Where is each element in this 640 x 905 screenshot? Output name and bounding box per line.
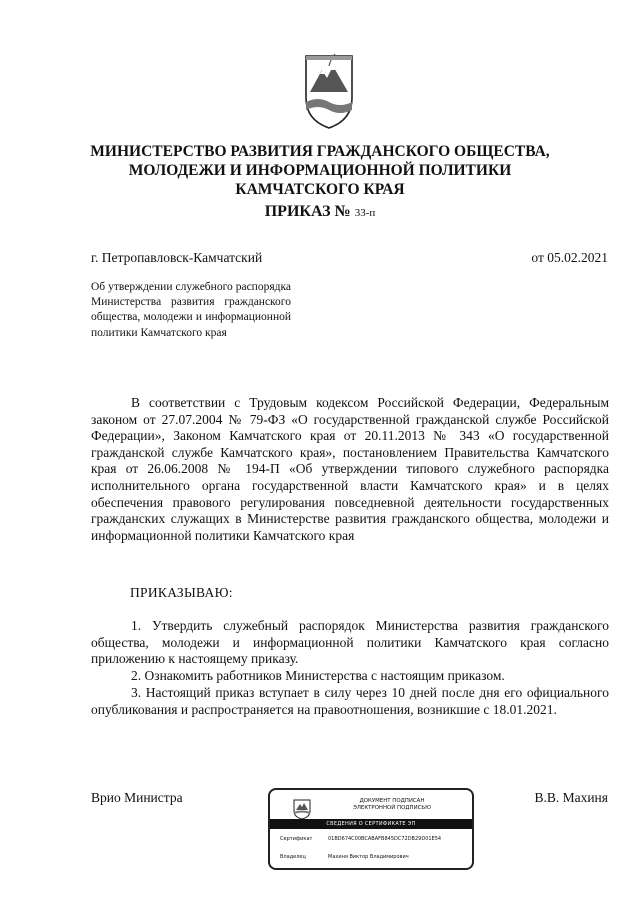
preamble-paragraph: В соответствии с Трудовым кодексом Российской Федерации, Федеральным законом от 27.07.2004 № 79-ФЗ «О государственной гражданской службе Российской Федерации», Законом Камчатского края от 20.11.2013 № 343 «О государственной гражданской службе Камчатского края», постановлением Правительства Камчатского края от 26.06.2008 № 194-П «Об утверждении типового служебного распорядка исполнительного органа государственной власти Камчатского края» и в целях обеспечения правового регулирования повседневной деятельности государственных гражданских служащих в Министерстве развития гражданского общества, молодежи и информационной политики Камчатского края [91,395,609,543]
signer-name: В.В. Махиня [534,790,608,805]
ministry-name-line-3: КАМЧАТСКОГО КРАЯ [235,181,405,198]
order-date: от 05.02.2021 [531,250,608,265]
ministry-name-line-1: МИНИСТЕРСТВО РАЗВИТИЯ ГРАЖДАНСКОГО ОБЩЕСТВА, [90,143,550,160]
order-keyword: ПРИКАЗЫВАЮ: [130,585,233,600]
e-signature-stamp [268,788,474,870]
order-item-1: 1. Утвердить служебный распорядок Министерства развития гражданского общества, молодежи и информационной политики Камчатского края согласно приложению к настоящему приказу. [91,618,609,667]
order-subject: Об утверждении служебного распорядка Министерства развития гражданского общества, молодежи и информационной политики Камчатского края [91,281,291,339]
order-number: 33-п [354,207,376,219]
coat-of-arms-icon [300,50,358,130]
stamp-title [322,798,462,812]
stamp-title-line-1: ДОКУМЕНТ ПОДПИСАН [359,798,425,804]
stamp-owner-row [280,854,466,860]
stamp-certificate-value: 01BD674C00BCABAFB845DC72DB29D01E54 [328,836,442,842]
stamp-title-line-2: ЭЛЕКТРОННОЙ ПОДПИСЬЮ [353,805,431,811]
stamp-emblem-icon [292,798,312,820]
city: г. Петропавловск-Камчатский [91,250,263,265]
order-title [0,203,640,221]
order-item-3: 3. Настоящий приказ вступает в силу через 10 дней после дня его официального опубликования и распространяется на правоотношения, возникшие с 18.01.2021. [91,685,609,717]
ministry-name-line-2: МОЛОДЕЖИ И ИНФОРМАЦИОННОЙ ПОЛИТИКИ [128,162,512,179]
order-word: ПРИКАЗ № [264,203,355,220]
stamp-owner-label: Владелец [280,854,306,860]
signer-role: Врио Министра [91,790,183,805]
stamp-owner-value: Махиня Виктор Владимирович [328,854,409,860]
stamp-certificate-bar: СВЕДЕНИЯ О СЕРТИФИКАТЕ ЭП [270,819,472,829]
stamp-certificate-label: Сертификат [280,836,313,842]
stamp-certificate-row [280,836,466,842]
order-item-2: 2. Ознакомить работников Министерства с настоящим приказом. [131,668,505,683]
